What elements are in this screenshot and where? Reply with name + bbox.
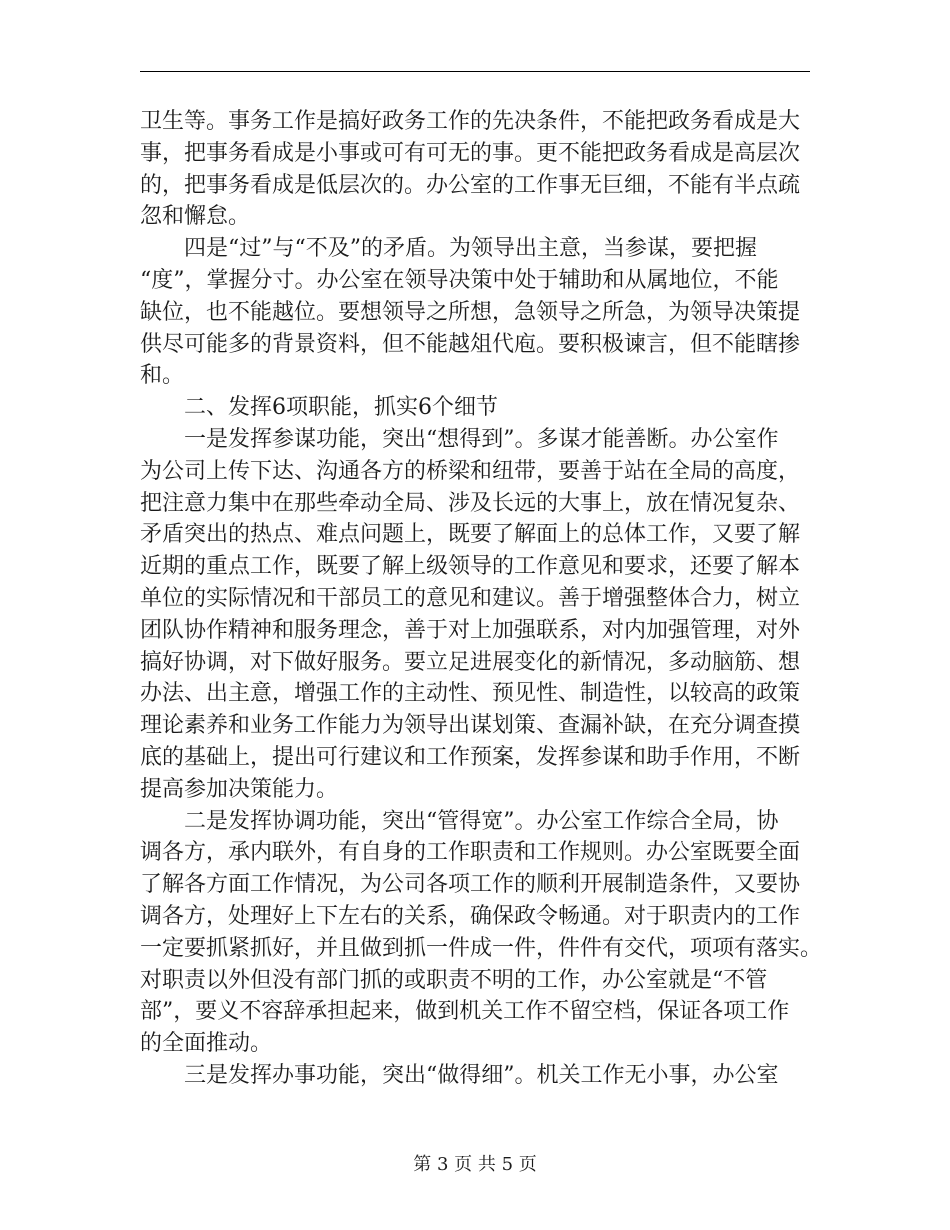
text-line: 了解各方面工作情况，为公司各项工作的顺利开展制造条件，又要协 [140, 872, 801, 898]
text-line: 二、发挥6项职能，抓实6个细节 [184, 395, 498, 421]
text-line: 矛盾突出的热点、难点问题上，既要了解面上的总体工作，又要了解 [140, 522, 801, 548]
text-line: 对职责以外但没有部门抓的或职责不明的工作，办公室就是“不管 [140, 967, 768, 993]
text-line: “度”，掌握分寸。办公室在领导决策中处于辅助和从属地位，不能 [140, 267, 779, 293]
text-line: 二是发挥协调功能，突出“管得宽”。办公室工作综合全局，协 [184, 808, 779, 834]
text-line: 调各方，处理好上下左右的关系，确保政令畅通。对于职责内的工作 [140, 903, 801, 929]
text-line: 忽和懈怠。 [140, 204, 251, 230]
text-line: 三是发挥办事功能，突出“做得细”。机关工作无小事，办公室 [184, 1062, 779, 1088]
text-line: 一是发挥参谋功能，突出“想得到”。多谋才能善断。办公室作 [184, 426, 779, 452]
text-line: 理论素养和业务工作能力为领导出谋划策、查漏补缺，在充分调查摸 [140, 713, 801, 739]
text-line: 卫生等。事务工作是搞好政务工作的先决条件，不能把政务看成是大 [140, 109, 801, 134]
text-line: 团队协作精神和服务理念，善于对上加强联系，对内加强管理，对外 [140, 617, 801, 643]
text-line: 提高参加决策能力。 [140, 776, 339, 802]
text-line: 供尽可能多的背景资料，但不能越俎代庖。要积极谏言，但不能瞎掺 [140, 331, 801, 357]
text-line: 的全面推动。 [140, 1031, 273, 1057]
text-line: 的，把事务看成是低层次的。办公室的工作事无巨细，不能有半点疏 [140, 172, 801, 198]
text-line: 办法、出主意，增强工作的主动性、预见性、制造性，以较高的政策 [140, 681, 801, 707]
text-line: 搞好协调，对下做好服务。要立足进展变化的新情况，多动脑筋、想 [140, 649, 801, 675]
text-line: 底的基础上，提出可行建议和工作预案，发挥参谋和助手作用，不断 [140, 744, 801, 770]
text-line: 一定要抓紧抓好，并且做到抓一件成一件，件件有交代，项项有落实。 [140, 935, 823, 961]
text-line: 把注意力集中在那些牵动全局、涉及长远的大事上，放在情况复杂、 [140, 490, 801, 516]
text-line: 部”，要义不容辞承担起来，做到机关工作不留空档，保证各项工作 [140, 999, 790, 1025]
text-line: 为公司上传下达、沟通各方的桥梁和纽带，要善于站在全局的高度， [140, 458, 801, 484]
document-body [140, 106, 823, 1092]
text-line: 和。 [140, 363, 185, 389]
page-footer: 第 3 页 共 5 页 [413, 1154, 537, 1175]
text-line: 单位的实际情况和干部员工的意见和建议。善于增强整体合力，树立 [140, 585, 801, 611]
header-rule [140, 71, 810, 72]
text-line: 缺位，也不能越位。要想领导之所想，急领导之所急，为领导决策提 [140, 299, 801, 325]
text-line: 四是“过”与“不及”的矛盾。为领导出主意，当参谋，要把握 [184, 236, 757, 262]
text-line: 近期的重点工作，既要了解上级领导的工作意见和要求，还要了解本 [140, 554, 801, 580]
text-line: 事，把事务看成是小事或可有可无的事。更不能把政务看成是高层次 [140, 140, 801, 166]
text-line: 调各方，承内联外，有自身的工作职责和工作规则。办公室既要全面 [140, 840, 801, 866]
